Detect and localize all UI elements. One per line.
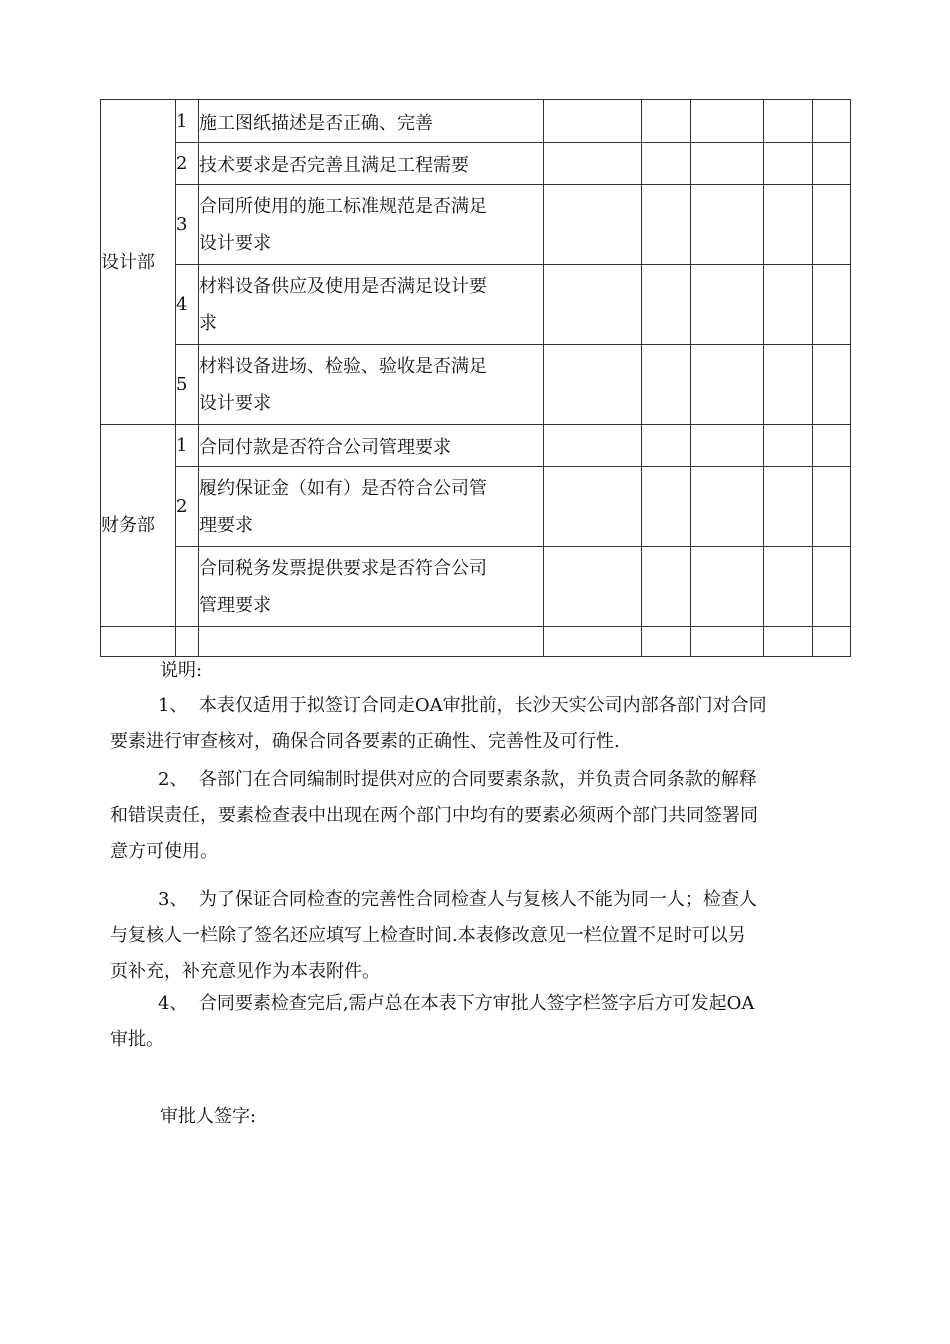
- row-number: [176, 547, 199, 627]
- row-number: 2: [176, 467, 199, 547]
- check-item: 履约保证金（如有）是否符合公司管 理要求: [199, 467, 544, 547]
- notes-item-2: 2、 各部门在合同编制时提供对应的合同要素条款，并负责合同条款的解释 和错误责任，要素检查表中出现在两个部门中均有的要素必须两个部门共同签署同 意方可使用。: [110, 769, 758, 862]
- check-item: 施工图纸描述是否正确、完善: [199, 100, 544, 143]
- check-item: 技术要求是否完善且满足工程需要: [199, 143, 544, 185]
- check-item: 合同付款是否符合公司管理要求: [199, 425, 544, 467]
- signature-label: 审批人签字:: [160, 1106, 257, 1127]
- row-number: 2: [176, 143, 199, 185]
- check-item: 合同税务发票提供要求是否符合公司 管理要求: [199, 547, 544, 627]
- element-check-table: [100, 99, 851, 657]
- dept-design: 设计部: [101, 100, 176, 425]
- check-item: 材料设备供应及使用是否满足设计要 求: [199, 265, 544, 345]
- notes-heading: 说明:: [160, 660, 203, 681]
- row-number: 3: [176, 185, 199, 265]
- row-number: 5: [176, 345, 199, 425]
- check-item: 合同所使用的施工标准规范是否满足 设计要求: [199, 185, 544, 265]
- dept-finance: 财务部: [101, 425, 176, 627]
- notes-item-3: 3、 为了保证合同检查的完善性合同检查人与复核人不能为同一人；检查人 与复核人一栏除了签名还应填写上检查时间.本表修改意见一栏位置不足时可以另 页补充，补充意见作为本表附件。: [110, 889, 757, 982]
- row-number: 1: [176, 425, 199, 467]
- empty-row: [101, 627, 851, 657]
- row-number: 4: [176, 265, 199, 345]
- notes-item-1: 1、 本表仅适用于拟签订合同走OA审批前，长沙天实公司内部各部门对合同 要素进行审查核对，确保合同各要素的正确性、完善性及可行性.: [110, 695, 767, 752]
- check-item: 材料设备进场、检验、验收是否满足 设计要求: [199, 345, 544, 425]
- notes-item-4: 4、 合同要素检查完后,需卢总在本表下方审批人签字栏签字后方可发起OA 审批。: [110, 993, 755, 1050]
- row-number: 1: [176, 100, 199, 143]
